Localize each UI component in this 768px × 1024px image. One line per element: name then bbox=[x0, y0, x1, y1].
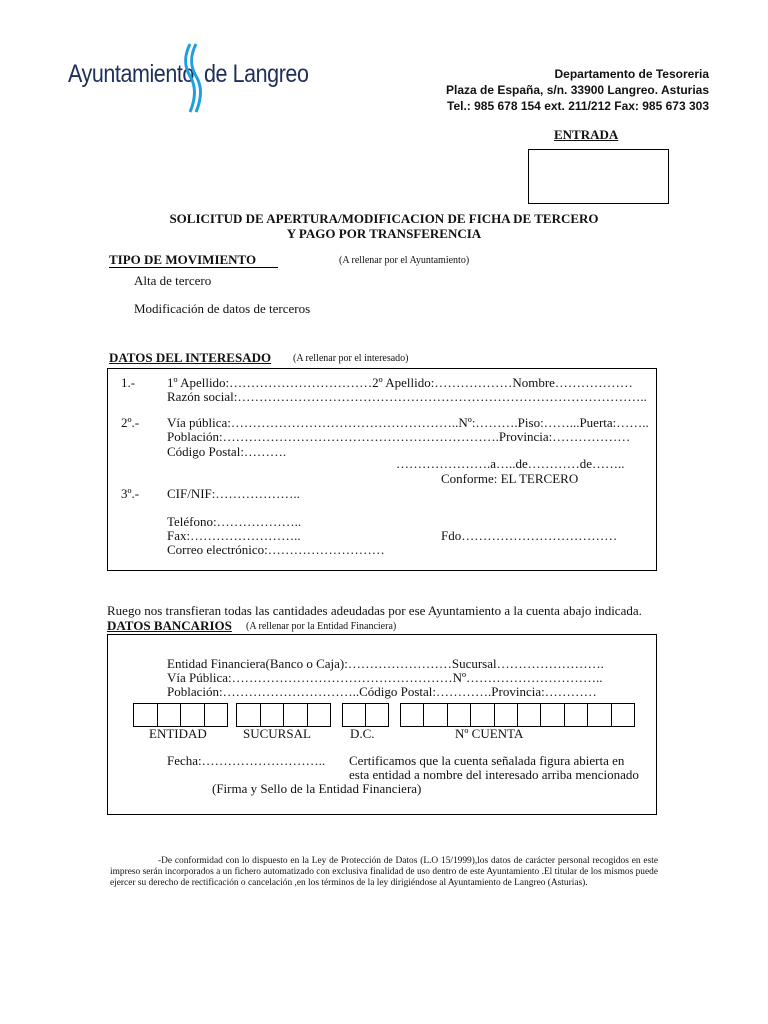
cif-nif-field[interactable]: CIF/NIF:……………….. bbox=[167, 486, 300, 501]
conforme-label: Conforme: EL TERCERO bbox=[441, 471, 579, 486]
entidad-financiera-field[interactable]: Entidad Financiera(Banco o Caja):……………………Sucursal……………………. bbox=[167, 656, 604, 671]
section-number-3: 3º.- bbox=[121, 486, 140, 501]
fecha-lugar-field[interactable]: ………………….a…..de…………de…….. bbox=[396, 456, 625, 471]
entrada-stamp-box bbox=[528, 149, 669, 204]
cuenta-label: Nº CUENTA bbox=[455, 726, 524, 741]
dc-label: D.C. bbox=[350, 726, 375, 741]
interesado-note: (A rellenar por el interesado) bbox=[293, 353, 409, 364]
dc-digit-boxes[interactable] bbox=[342, 703, 389, 727]
logo-mark-icon bbox=[182, 42, 204, 114]
banco-fecha-field[interactable]: Fecha:……………………….. bbox=[167, 753, 326, 768]
option-modificacion-datos[interactable]: Modificación de datos de terceros bbox=[134, 301, 311, 316]
interesado-heading: DATOS DEL INTERESADO bbox=[109, 350, 272, 365]
movimiento-note: (A rellenar por el Ayuntamiento) bbox=[339, 255, 470, 266]
correo-electronico-field[interactable]: Correo electrónico:……………………… bbox=[167, 542, 385, 557]
banco-poblacion-field[interactable]: Población:…………………………..Código Postal:………….Provincia:………… bbox=[167, 684, 597, 699]
section-number-2: 2º.- bbox=[121, 415, 140, 430]
transfer-request-text: Ruego nos transfieran todas las cantidades adeudadas por ese Ayuntamiento a la cuenta abajo indicada. bbox=[107, 603, 642, 618]
cuenta-digit-boxes[interactable] bbox=[400, 703, 635, 727]
form-title-line2: Y PAGO POR TRANSFERENCIA bbox=[286, 226, 482, 241]
certificacion-line1: Certificamos que la cuenta señalada figura abierta en bbox=[349, 753, 625, 768]
sucursal-digit-boxes[interactable] bbox=[236, 703, 331, 727]
apellidos-field[interactable]: 1º Apellido:……………………………2º Apellido:………………Nombre……………… bbox=[167, 375, 633, 390]
option-alta-tercero[interactable]: Alta de tercero bbox=[134, 273, 212, 288]
logo-text-right: de Langreo bbox=[204, 60, 309, 88]
form-title-line1: SOLICITUD DE APERTURA/MODIFICACION DE FICHA DE TERCERO bbox=[169, 211, 599, 226]
bancarios-note: (A rellenar por la Entidad Financiera) bbox=[246, 621, 397, 632]
fax-field[interactable]: Fax:…………………….. bbox=[167, 528, 301, 543]
certificacion-line2: esta entidad a nombre del interesado arriba mencionado bbox=[349, 767, 639, 782]
department-block bbox=[446, 66, 709, 114]
section-number-1: 1.- bbox=[121, 375, 136, 390]
entrada-label: ENTRADA bbox=[554, 127, 619, 142]
firma-tercero-field[interactable]: Fdo……………………………… bbox=[441, 528, 618, 543]
entidad-label: ENTIDAD bbox=[149, 726, 207, 741]
sucursal-label: SUCURSAL bbox=[243, 726, 311, 741]
codigo-postal-field[interactable]: Código Postal:………. bbox=[167, 444, 287, 459]
poblacion-field[interactable]: Población:……………………………………………………….Provincia:……………… bbox=[167, 429, 631, 444]
department-address: Plaza de España, s/n. 33900 Langreo. Asturias bbox=[446, 83, 709, 97]
firma-sello-label: (Firma y Sello de la Entidad Financiera) bbox=[212, 781, 422, 796]
legal-notice: -De conformidad con lo dispuesto en la Ley de Protección de Datos (L.O 15/1999),los datos de carácter personal recogidos en este impreso serán incorporados a un fichero automatizado con exclusiva finalidad de uso dentro de este Ayuntamiento .El titular de los mismos puede ejercer su derecho de rectificación o cancelación ,en los términos de la ley dirigiéndose al Ayuntamiento de Langreo (Asturias). bbox=[110, 856, 658, 888]
department-name: Departamento de Tesoreria bbox=[554, 67, 709, 81]
banco-via-publica-field[interactable]: Vía Pública:……………………………………………Nº………………………….. bbox=[167, 670, 603, 685]
movimiento-heading: TIPO DE MOVIMIENTO bbox=[109, 252, 278, 268]
telefono-field[interactable]: Teléfono:……………….. bbox=[167, 514, 302, 529]
bancarios-heading: DATOS BANCARIOS bbox=[107, 618, 232, 633]
logo-text-left: Ayuntamiento bbox=[68, 60, 194, 88]
razon-social-field[interactable]: Razón social:………………………………………………………………………………….. bbox=[167, 389, 647, 404]
via-publica-field[interactable]: Vía pública:……………………………………………..Nº:……….Piso:……...Puerta:…….. bbox=[167, 415, 649, 430]
department-phone: Tel.: 985 678 154 ext. 211/212 Fax: 985 673 303 bbox=[447, 99, 709, 113]
entidad-digit-boxes[interactable] bbox=[133, 703, 228, 727]
